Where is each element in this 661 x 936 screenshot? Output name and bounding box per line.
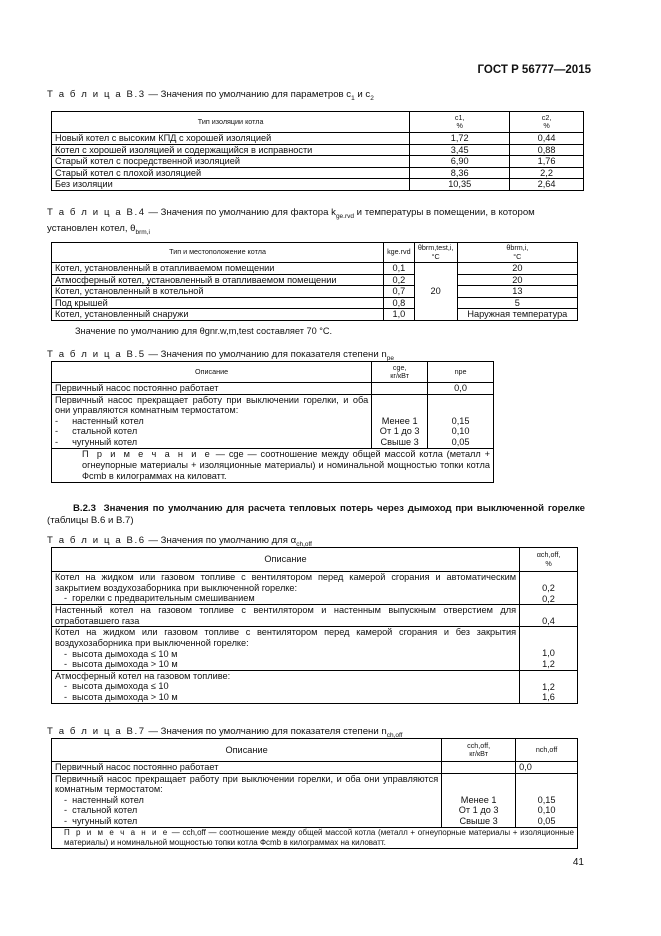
table-b4-head-type: Тип и местоположение котла <box>52 243 384 263</box>
table-b4-caption: Т а б л и ц а В.4 — Значения по умолчанию для фактора $k_{ge.rvd}$ и температуры в помещении, в котором установлен котел, $\theta_{brm,i}$ <box>47 207 535 236</box>
table-b4-head-theta: θbrm,i, °C <box>457 243 577 263</box>
table-row: Атмосферный котел на газовом топливе: - высота дымохода ≤ 10 - высота дымохода > 10 м 1,2 1,6 <box>52 670 578 703</box>
table-b3-caption: Т а б л и ц а В.3 — Значения по умолчанию для параметров $c_1$ и $c_2$ <box>47 89 374 102</box>
page-number: 41 <box>572 857 584 868</box>
table-row: Котел, установленный снаружи 1,0 Наружная температура <box>52 309 578 321</box>
table-row: Старый котел с плохой изоляцией 8,36 2,2 <box>52 167 584 179</box>
table-b5-head-npe: npe <box>428 362 494 383</box>
table-b6 <box>51 547 578 704</box>
table-b7 <box>51 738 578 849</box>
merged-value: 20 <box>414 263 457 321</box>
table-b3-head-c1: c1, % <box>410 112 510 133</box>
table-row: Котел на жидком или газовом топливе с вентилятором перед камерой сгорания и автоматическим закрытием воздухозаборника при выключенной горелке: - горелки с предварительным смешиванием 0,2 0,2 <box>52 572 578 605</box>
table-row: Под крышей 0,8 5 <box>52 297 578 309</box>
table-b6-head-desc: Описание <box>52 548 520 572</box>
table-b7-head-n: nch,off <box>516 739 578 762</box>
table-note-row: П р и м е ч а н и е — cge — соотношение между общей массой котла (металл + огнеупорные материалы + изоляционные материалы) и номинальной мощностью топки котла Фcmb в килограммах на киловатт. <box>52 448 494 482</box>
table-row: Первичный насос постоянно работает 0,0 <box>52 762 578 774</box>
table-b3 <box>51 111 584 191</box>
table-b4 <box>51 242 578 321</box>
table-b5-head-cge: cge, кг/кВт <box>372 362 428 383</box>
table-row: Новый котел с высоким КПД с хорошей изоляцией 1,72 0,44 <box>52 133 584 145</box>
table-row: Котел на жидком или газовом топливе с вентилятором перед камерой сгорания и без закрытия воздухозаборника при выключенной горелке: - высота дымохода ≤ 10 м - высота дымохода > 10 м 1,0 1,2 <box>52 627 578 670</box>
section-b23: В.2.3 Значения по умолчанию для расчета тепловых потерь через дымоход при выключенной горелке (таблицы В.6 и В.7) <box>47 503 585 526</box>
table-b5 <box>51 361 494 483</box>
table-row: Котел, установленный в отапливаемом помещении 0,1 20 20 <box>52 263 578 275</box>
table-row: Старый котел с посредственной изоляцией 6,90 1,76 <box>52 156 584 168</box>
table-b7-head-desc: Описание <box>52 739 442 762</box>
table-b4-head-k: kge.rvd <box>384 243 415 263</box>
table-row: Без изоляции 10,35 2,64 <box>52 179 584 191</box>
table-row: Атмосферный котел, установленный в отапливаемом помещении 0,2 20 <box>52 274 578 286</box>
table-b7-head-c: cch,off, кг/кВт <box>442 739 516 762</box>
table-b6-head-alpha: αch,off, % <box>520 548 578 572</box>
table-row: Настенный котел на газовом топливе с вентилятором и настенным выпускным отверстием для отработавшего газа 0,4 <box>52 605 578 627</box>
table-row: Первичный насос прекращает работу при выключении горелки, и оба они управляются комнатным термостатом: - настенный котел - стальной котел - чугунный котел Менее 1 От 1 до 3 Свыше 3 0,15 0,10 0,05 <box>52 773 578 827</box>
table-b6-caption: Т а б л и ц а В.6 — Значения по умолчанию для $\alpha_{ch,off}$ <box>47 535 312 548</box>
table-b3-head-c2: c2, % <box>510 112 584 133</box>
table-note-row: П р и м е ч а н и е — cch,off — соотношение между общей массой котла (металл + огнеупорные материалы + изоляционные материалы) и номинальной мощностью топки котла Фcmb в килограммах на киловатт. <box>52 827 578 848</box>
table-b5-head-desc: Описание <box>52 362 372 383</box>
table-row: Котел с хорошей изоляцией и содержащийся в исправности 3,45 0,88 <box>52 144 584 156</box>
table-row: Первичный насос прекращает работу при выключении горелки, и оба они управляются комнатным термостатом: - настенный котел - стальной котел - чугунный котел Менее 1 От 1 до 3 Свыше 3 0,15 0,10 0,05 <box>52 394 494 448</box>
table-b4-note: Значение по умолчанию для θgnr.w,m,test составляет 70 °C. <box>75 326 333 336</box>
document-header: ГОСТ Р 56777—2015 <box>477 64 591 76</box>
table-b4-head-theta-test: θbrm,test,i, °C <box>414 243 457 263</box>
table-b5-caption: Т а б л и ц а В.5 — Значения по умолчанию для показателя степени $n_{pe}$ <box>47 349 394 362</box>
table-row: Котел, установленный в котельной 0,7 13 <box>52 286 578 298</box>
table-b3-head-type: Тип изоляции котла <box>52 112 410 133</box>
table-row: Первичный насос постоянно работает 0,0 <box>52 383 494 395</box>
table-b7-caption: Т а б л и ц а В.7 — Значения по умолчанию для показателя степени $n_{ch,off}$ <box>47 726 403 739</box>
